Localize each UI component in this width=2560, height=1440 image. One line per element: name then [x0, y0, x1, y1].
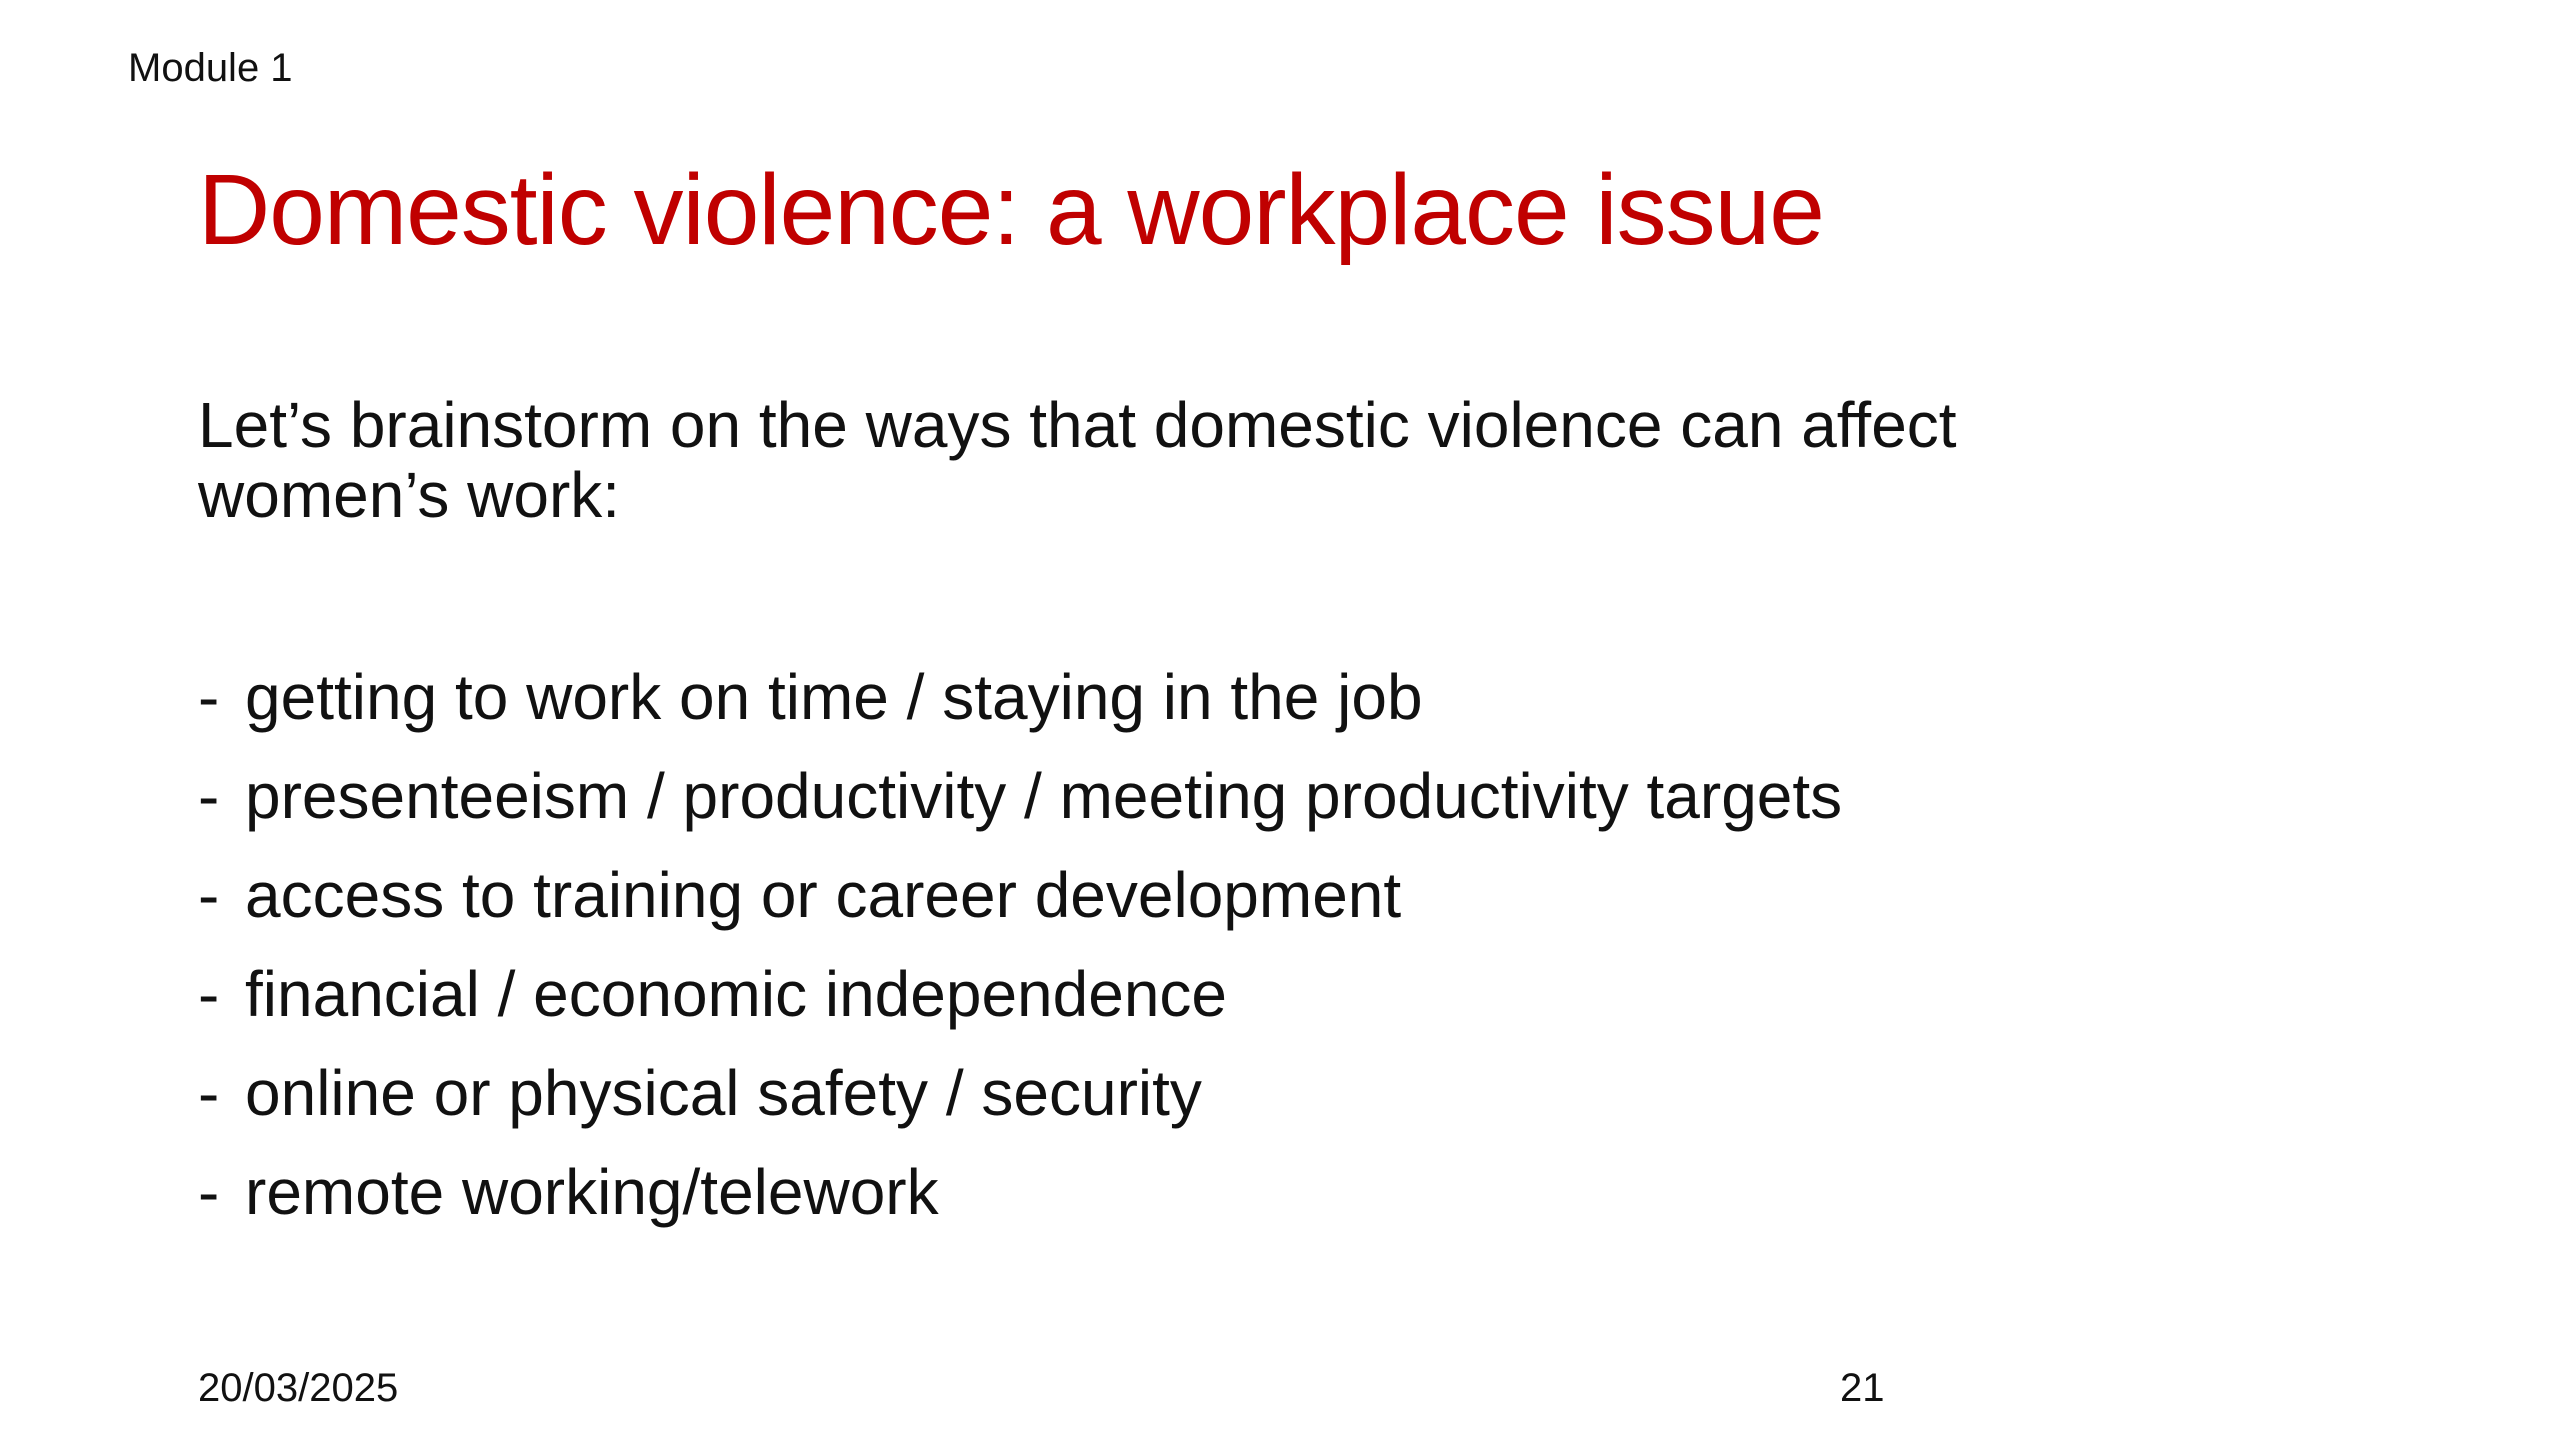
bullet-item	[198, 1152, 1842, 1251]
bullet-list	[198, 657, 1842, 1251]
bullet-marker: -	[198, 1057, 220, 1129]
page-number: 21	[1840, 1366, 1885, 1410]
bullet-item	[198, 954, 1842, 1053]
bullet-marker: -	[198, 958, 220, 1030]
intro-text: Let’s brainstorm on the ways that domestic violence can affect women’s work:	[198, 389, 1957, 531]
module-label: Module 1	[128, 46, 293, 90]
bullet-text: financial / economic independence	[245, 958, 1227, 1030]
bullet-marker: -	[198, 1156, 220, 1228]
bullet-item	[198, 855, 1842, 954]
bullet-item	[198, 756, 1842, 855]
bullet-marker: -	[198, 859, 220, 931]
footer-date: 20/03/2025	[198, 1366, 399, 1410]
bullet-text: presenteeism / productivity / meeting productivity targets	[245, 760, 1843, 832]
bullet-text: remote working/telework	[245, 1156, 939, 1228]
bullet-marker: -	[198, 661, 220, 733]
slide-title: Domestic violence: a workplace issue	[198, 154, 1824, 266]
bullet-text: getting to work on time / staying in the job	[245, 661, 1423, 733]
bullet-item	[198, 657, 1842, 756]
bullet-marker: -	[198, 760, 220, 832]
bullet-text: online or physical safety / security	[245, 1057, 1202, 1129]
bullet-item	[198, 1053, 1842, 1152]
bullet-text: access to training or career development	[245, 859, 1402, 931]
